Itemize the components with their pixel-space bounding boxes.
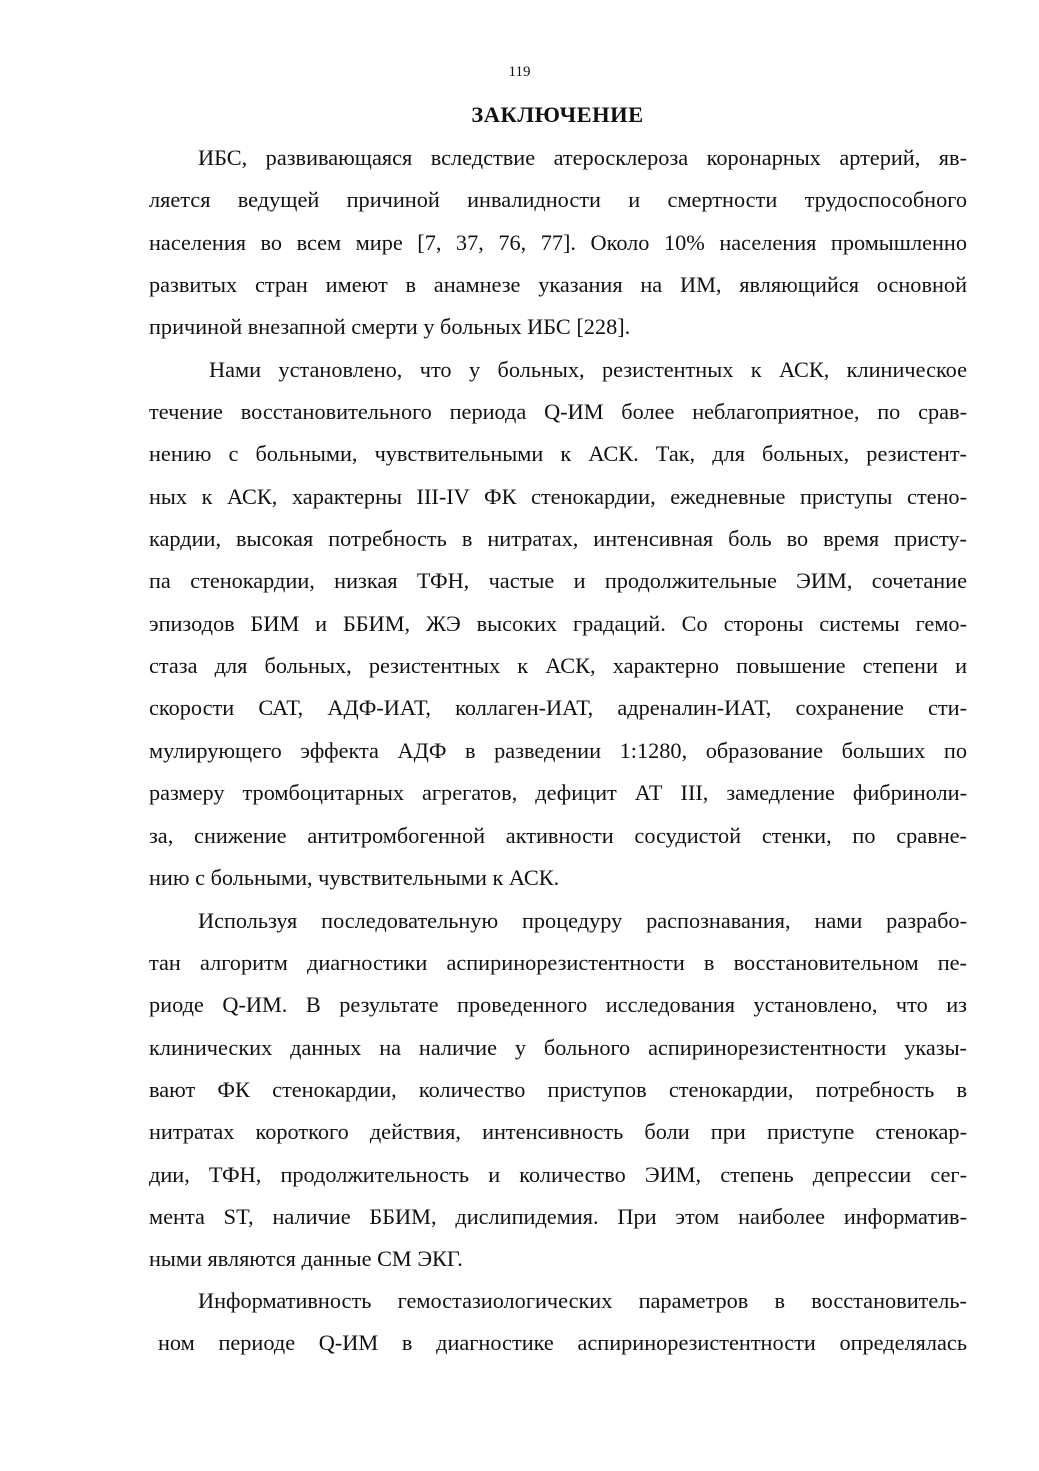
text-line: развитых стран имеют в анамнезе указания на ИМ, являющийся основной [149, 272, 967, 298]
text-line: нению с больными, чувствительными к АСК. Так, для больных, резистент- [149, 441, 967, 467]
text-line: вают ФК стенокардии, количество приступов стенокардии, потребность в [149, 1077, 967, 1103]
text-line: Информативность гемостазиологических параметров в восстановитель- [198, 1287, 967, 1313]
text-line: течение восстановительного периода Q-ИМ более неблагоприятное, по срав- [149, 399, 967, 425]
paragraph [149, 900, 967, 1281]
text-line: клинических данных на наличие у больного аспиринорезистентности указы- [149, 1034, 967, 1060]
text-line: населения во всем мире [7, 37, 76, 77]. Около 10% населения промышленно [149, 229, 967, 255]
text-line: размеру тромбоцитарных агрегатов, дефицит АТ III, замедление фибриноли- [149, 780, 967, 806]
text-line: па стенокардии, низкая ТФН, частые и продолжительные ЭИМ, сочетание [149, 568, 967, 594]
text-line: дии, ТФН, продолжительность и количество ЭИМ, степень депрессии сег- [149, 1161, 967, 1187]
text-line: мулирующего эффекта АДФ в разведении 1:1280, образование больших по [149, 737, 967, 763]
text-line: эпизодов БИМ и ББИМ, ЖЭ высоких градаций. Со стороны системы гемо- [149, 610, 967, 636]
text-line: ляется ведущей причиной инвалидности и смертности трудоспособного [149, 187, 967, 213]
page-number: 119 [508, 64, 531, 80]
text-line: ных к АСК, характерны III-IV ФК стенокардии, ежедневные приступы стено- [149, 483, 967, 509]
text-line: причиной внезапной смерти у больных ИБС [228]. [149, 314, 631, 340]
body-text [149, 137, 967, 1364]
text-line: Нами установлено, что у больных, резистентных к АСК, клиническое [209, 356, 967, 382]
paragraph [149, 137, 967, 349]
text-line: кардии, высокая потребность в нитратах, интенсивная боль во время присту- [149, 526, 967, 552]
paragraph [149, 1280, 967, 1365]
text-line: мента ST, наличие ББИМ, дислипидемия. При этом наиболее информатив- [149, 1204, 967, 1230]
text-line: риоде Q-ИМ. В результате проведенного исследования установлено, что из [149, 992, 967, 1018]
paragraph [149, 349, 967, 899]
text-line: нитратах короткого действия, интенсивность боли при приступе стенокар- [149, 1119, 967, 1145]
text-line: нию с больными, чувствительными к АСК. [149, 864, 560, 890]
text-line: скорости САТ, АДФ-ИАТ, коллаген-ИАТ, адреналин-ИАТ, сохранение сти- [149, 695, 967, 721]
text-line: тан алгоритм диагностики аспиринорезистентности в восстановительном пе- [149, 950, 967, 976]
text-line: Используя последовательную процедуру распознавания, нами разрабо- [198, 907, 967, 933]
section-title: ЗАКЛЮЧЕНИЕ [471, 102, 644, 127]
text-line: за, снижение антитромбогенной активности сосудистой стенки, по сравне- [149, 822, 967, 848]
text-line: ными являются данные СМ ЭКГ. [149, 1246, 463, 1272]
text-line: ном периоде Q-ИМ в диагностике аспиринорезистентности определялась [158, 1330, 967, 1356]
text-line: стаза для больных, резистентных к АСК, характерно повышение степени и [149, 653, 967, 679]
text-line: ИБС, развивающаяся вследствие атеросклероза коронарных артерий, яв- [198, 145, 967, 170]
